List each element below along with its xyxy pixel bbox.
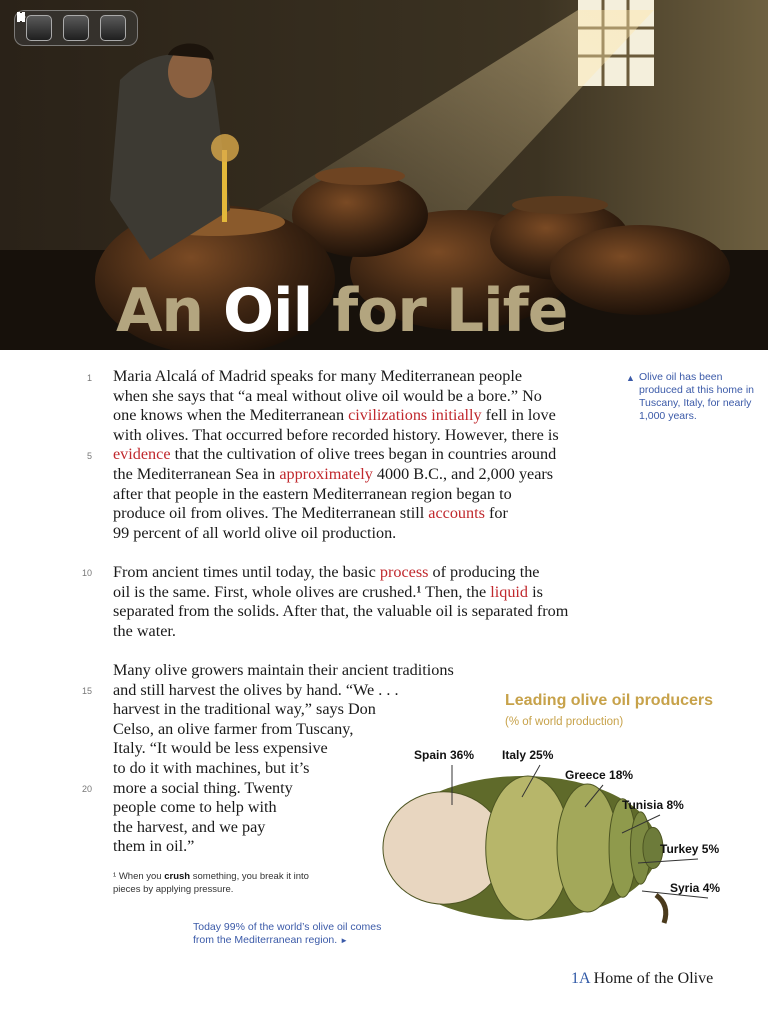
unit-title: Home of the Olive bbox=[593, 970, 714, 987]
chart-title: Leading olive oil producers bbox=[505, 692, 714, 709]
text-line bbox=[113, 387, 559, 407]
slice-label-tunisia: Tunisia 8% bbox=[622, 798, 684, 812]
text-line bbox=[113, 602, 568, 622]
chart-subtitle: (% of world production) bbox=[505, 716, 624, 728]
play-button[interactable] bbox=[26, 15, 52, 41]
text-line bbox=[113, 681, 454, 701]
text-segment: them in oil.” bbox=[113, 837, 195, 856]
text-segment: separated from the solids. After that, the valuable oil is separated from bbox=[113, 602, 569, 621]
text-segment: Italy. “It would be less expensive bbox=[113, 739, 328, 758]
text-segment: more a social thing. Twenty bbox=[113, 778, 293, 797]
text-segment: to do it with machines, but it’s bbox=[113, 758, 310, 777]
text-segment: for bbox=[484, 504, 508, 523]
slice-label-spain: Spain 36% bbox=[414, 748, 475, 762]
text-line bbox=[113, 661, 454, 681]
text-segment: From ancient times until today, the basic bbox=[113, 563, 380, 581]
footnote-pre: When you bbox=[118, 871, 165, 882]
vocabulary-word: initially bbox=[431, 406, 482, 425]
line-number: 1 bbox=[86, 373, 92, 383]
text-segment: after that people in the eastern Mediterranean region began to bbox=[113, 484, 512, 503]
text-line bbox=[113, 583, 568, 603]
text-line bbox=[113, 445, 559, 465]
mediterranean-note-text: Today 99% of the world’s olive oil comes from the Mediterranean region. bbox=[193, 921, 382, 946]
paragraph-1 bbox=[113, 367, 559, 543]
text-line bbox=[113, 485, 559, 505]
text-segment: produce oil from olives. The Mediterranean still bbox=[113, 504, 429, 523]
footnote bbox=[113, 870, 313, 896]
line-number: 15 bbox=[81, 686, 92, 696]
stop-icon bbox=[15, 11, 27, 23]
title-part-for-life: for Life bbox=[332, 276, 568, 346]
text-segment: Celso, an olive farmer from Tuscany, bbox=[113, 719, 354, 738]
text-segment: with olives. That occurred before recorded history. However, there is bbox=[113, 425, 559, 444]
line-number: 20 bbox=[81, 784, 92, 794]
text-segment: Maria Alcalá of Madrid speaks for many Mediterranean people bbox=[113, 367, 523, 385]
title-part-an: An bbox=[116, 276, 204, 346]
olive-stem bbox=[656, 895, 666, 923]
slice-label-greece: Greece 18% bbox=[565, 768, 634, 782]
caption-triangle-icon: ▲ bbox=[626, 373, 635, 383]
text-segment: 4000 B.C., and 2,000 years bbox=[372, 464, 554, 483]
text-line bbox=[113, 524, 559, 544]
vocabulary-word: process bbox=[379, 563, 429, 581]
footnote-mark: ¹ bbox=[113, 871, 117, 882]
page-footer bbox=[571, 970, 713, 988]
paragraph-2 bbox=[113, 563, 568, 641]
hero-photo bbox=[0, 0, 768, 350]
text-segment: harvest in the traditional way,” says Don bbox=[113, 700, 376, 719]
footnote-term: crush bbox=[164, 871, 191, 882]
line-number: 5 bbox=[86, 451, 92, 461]
text-segment: oil is the same. First, whole olives are crushed. bbox=[113, 582, 417, 601]
line-number: 10 bbox=[81, 568, 92, 578]
text-segment: and still harvest the olives by hand. “We . . . bbox=[113, 680, 399, 699]
text-segment: that the cultivation of olive trees began in countries around bbox=[170, 445, 557, 464]
footnote-ref: ¹ bbox=[416, 582, 422, 601]
text-segment: one knows when the Mediterranean bbox=[113, 406, 349, 425]
text-segment: Many olive growers maintain their ancient traditions bbox=[113, 661, 454, 679]
vocabulary-word: approximately bbox=[279, 464, 373, 483]
vocabulary-word: evidence bbox=[113, 445, 171, 464]
olive-pie-chart bbox=[370, 735, 740, 940]
media-controls bbox=[14, 10, 138, 46]
text-segment: is bbox=[528, 582, 543, 601]
text-segment: the Mediterranean Sea in bbox=[113, 464, 280, 483]
text-segment: the harvest, and we pay bbox=[113, 817, 266, 836]
pause-button[interactable] bbox=[63, 15, 89, 41]
vocabulary-word: civilizations bbox=[348, 406, 428, 425]
mediterranean-note bbox=[193, 921, 393, 947]
text-line bbox=[113, 563, 568, 583]
slice-label-turkey: Turkey 5% bbox=[660, 842, 720, 856]
text-segment: when she says that “a meal without olive oil would be a bore.” No bbox=[113, 386, 542, 405]
text-line bbox=[113, 406, 559, 426]
caption-text: Olive oil has been produced at this home in Tuscany, Italy, for nearly 1,000 years. bbox=[639, 371, 754, 422]
text-segment: the water. bbox=[113, 621, 176, 640]
page-title bbox=[116, 276, 567, 346]
text-segment: of producing the bbox=[428, 563, 540, 581]
stop-button[interactable] bbox=[100, 15, 126, 41]
slice-label-syria: Syria 4% bbox=[670, 881, 721, 895]
text-line bbox=[113, 622, 568, 642]
slice-label-italy: Italy 25% bbox=[502, 748, 554, 762]
vocabulary-word: accounts bbox=[428, 504, 485, 523]
unit-code: 1A bbox=[571, 970, 590, 987]
vocabulary-word: liquid bbox=[490, 582, 529, 601]
text-segment: fell in love bbox=[481, 406, 556, 425]
text-line bbox=[113, 367, 559, 387]
text-line bbox=[113, 426, 559, 446]
text-segment: Then, the bbox=[421, 582, 491, 601]
footnote-post: something, you break it into pieces by applying pressure. bbox=[113, 871, 309, 895]
text-line bbox=[113, 700, 454, 720]
text-line bbox=[113, 465, 559, 485]
text-segment: people come to help with bbox=[113, 798, 277, 817]
text-line bbox=[113, 504, 559, 524]
title-part-oil: Oil bbox=[223, 276, 313, 346]
photo-caption bbox=[626, 371, 756, 423]
arrow-right-icon: ► bbox=[340, 936, 349, 945]
text-segment: 99 percent of all world olive oil production. bbox=[113, 523, 397, 542]
